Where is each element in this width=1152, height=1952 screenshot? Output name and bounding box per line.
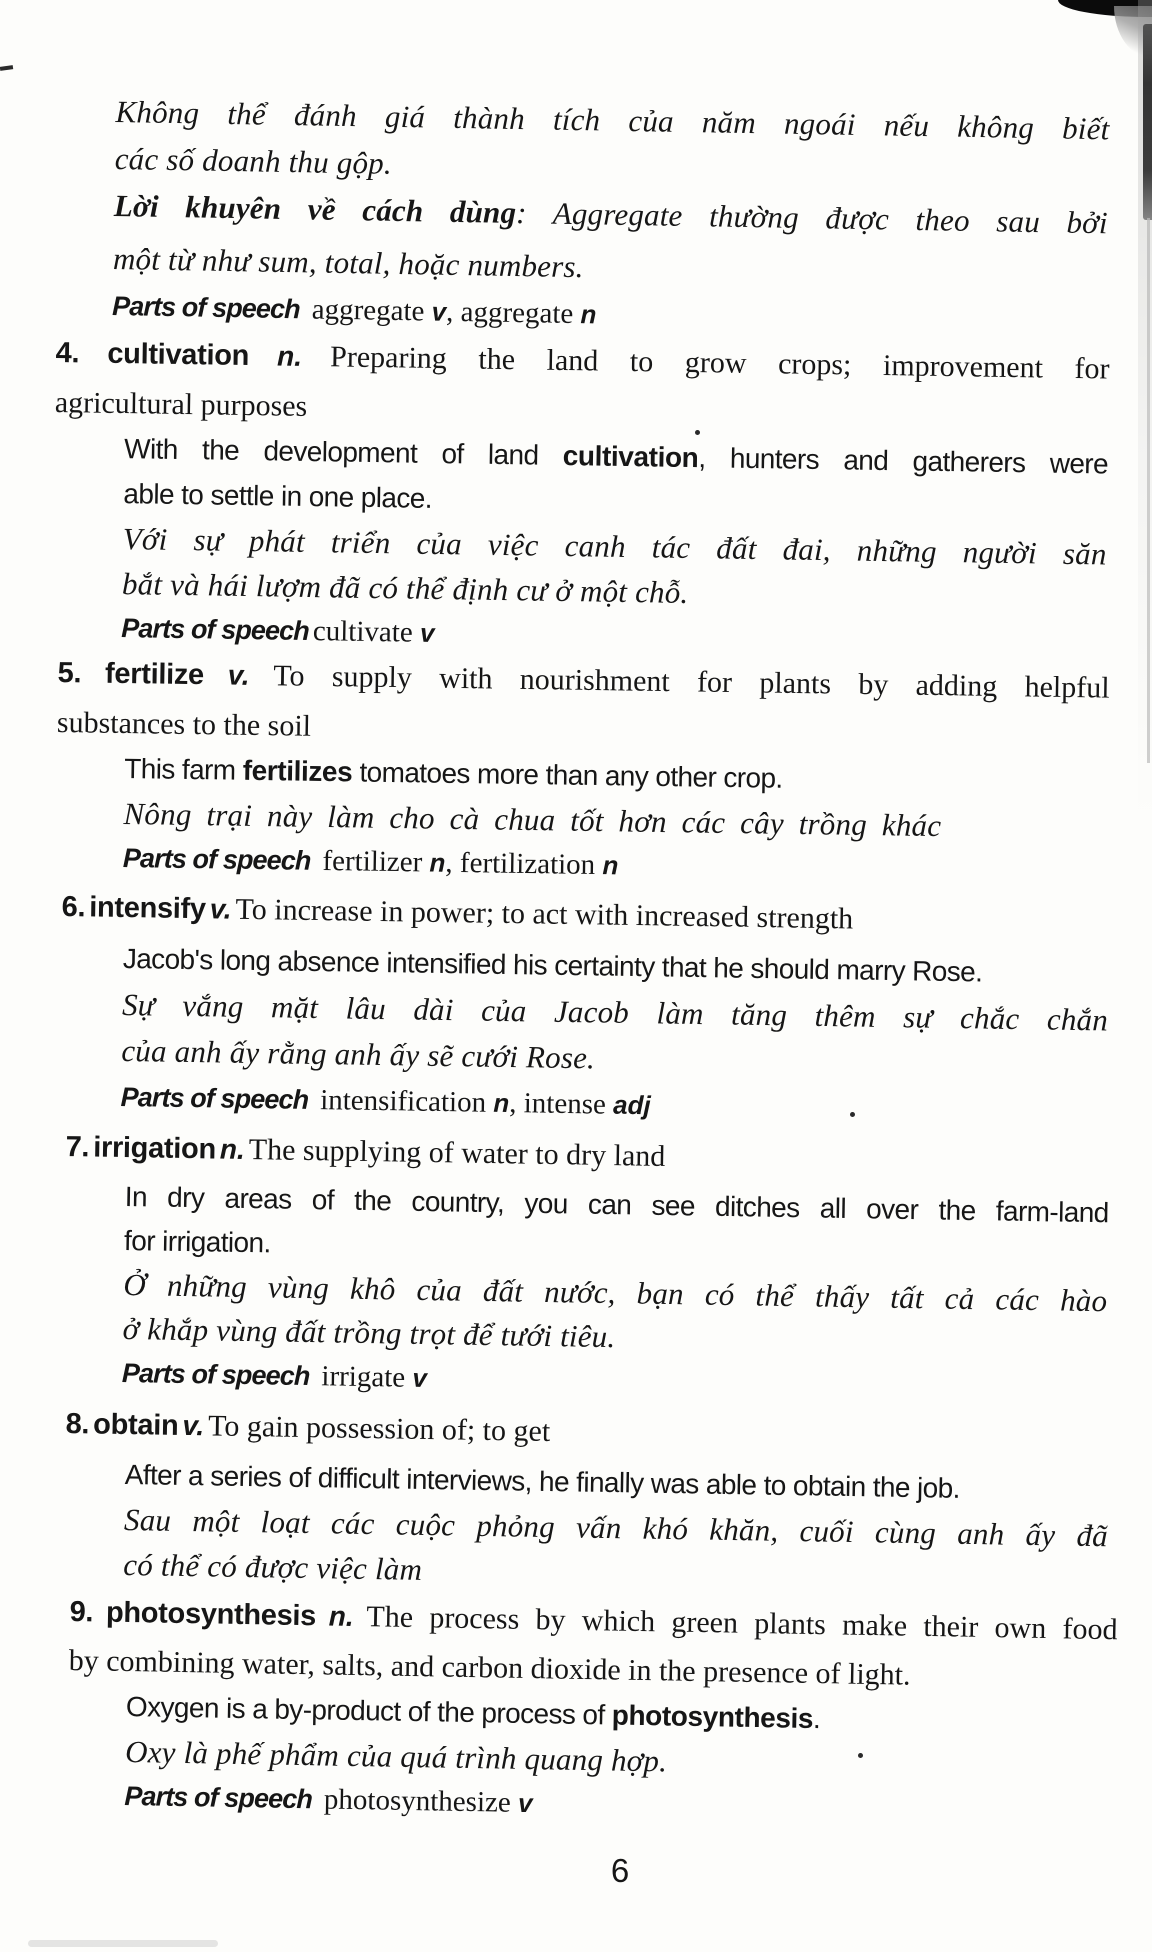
definition: The process by which green plants make their own food [366, 1600, 1118, 1647]
definition-continued: by combining water, salts, and carbon dioxide in the presence of light. [68, 1643, 911, 1692]
pos-marker: v [412, 1362, 428, 1394]
entry-irrigation [61, 1125, 1109, 1416]
aggregate-vietnamese-line1: Không thể đánh giá thành tích của năm ngoái nếu không biết [115, 93, 1110, 147]
vietnamese-translation-line2: của anh ấy rằng anh ấy sẽ cưới Rose. [121, 1032, 596, 1076]
pos-word: , aggregate [445, 295, 581, 331]
vietnamese-translation: Oxy là phế phẩm của quá trình quang hợp. [124, 1733, 668, 1779]
pos-marker: n [429, 847, 446, 878]
vietnamese-translation-line1: Sự vắng mặt lâu dài của Jacob làm tăng thêm sự chắc chắn [121, 986, 1109, 1038]
entry-cultivation [51, 330, 1110, 671]
definition: The supplying of water to dry land [248, 1133, 666, 1173]
scan-smudge [28, 1940, 218, 1947]
entry-fertilize [55, 650, 1110, 900]
entry-number: 6. [61, 890, 86, 924]
definition: To supply with nourishment for plants by adding helpful [273, 659, 1110, 705]
parts-of-speech-label: Parts of speech [124, 1780, 313, 1815]
pos-word: cultivate [312, 615, 421, 649]
pos-marker: adj [612, 1089, 651, 1121]
headword: fertilize [104, 657, 205, 692]
entry-photosynthesis [66, 1590, 1118, 1840]
headword: intensify [88, 891, 207, 926]
scan-dash-mark [0, 65, 13, 71]
example-text: , hunters and gatherers were [698, 442, 1109, 480]
vietnamese-translation-line1: Sau một loạt các cuộc phỏng vấn khó khăn, cuối cùng anh ấy đã [123, 1501, 1109, 1554]
entry-aggregate-continued [112, 88, 1110, 352]
example-bold-word: cultivation [562, 439, 699, 474]
example-sentence-line2: able to settle in one place. [123, 478, 433, 514]
vietnamese-translation-line2: bắt và hái lượm đã có thể định cư ở một chỗ. [121, 566, 689, 610]
pos-word: , intense [508, 1087, 614, 1121]
vietnamese-translation-line1: Với sự phát triển của việc canh tác đất đai, những người săn [122, 521, 1107, 572]
pos-word: fertilizer [322, 844, 430, 879]
example-bold-word: fertilizes [242, 754, 353, 788]
aggregate-vietnamese-line2: các số doanh thu gộp. [114, 140, 393, 181]
example-sentence-line1: In dry areas of the country, you can see ditches all over the farm-land [124, 1180, 1109, 1229]
aggregate-usage-note-line2: một từ như sum, total, hoặc numbers. [112, 240, 584, 285]
vietnamese-translation-line1: Ở những vùng khô của đất nước, bạn có thể thấy tất cả các hào [123, 1266, 1108, 1319]
headword: obtain [92, 1408, 179, 1442]
pos-marker: v [419, 617, 435, 648]
pos-word: , fertilization [445, 846, 603, 882]
headword-pos: v. [209, 893, 232, 925]
example-text: Oxygen is a by-product of the process of [125, 1690, 613, 1731]
page-edge-shadow [1138, 0, 1152, 820]
headword-pos: n. [328, 1600, 354, 1632]
example-bold-word: photosynthesis [611, 1699, 814, 1734]
entry-number: 4. [55, 336, 80, 370]
parts-of-speech-label: Parts of speech [111, 290, 301, 325]
definition-continued: agricultural purposes [54, 385, 308, 423]
example-text: With the development of land [123, 433, 564, 471]
entry-number: 9. [69, 1595, 94, 1629]
definition: Preparing the land to grow crops; improvement for [329, 340, 1110, 386]
definition: To gain possession of; to get [207, 1409, 551, 1449]
parts-of-speech-label: Parts of speech [120, 1081, 309, 1115]
pos-word: irrigate [321, 1360, 413, 1394]
entry-number: 8. [65, 1407, 90, 1441]
entry-obtain [63, 1401, 1110, 1603]
definition: To increase in power; to act with increased strength [235, 892, 854, 936]
example-sentence: Jacob's long absence intensified his certainty that he should marry Rose. [122, 942, 983, 988]
vietnamese-translation: Nông trại này làm cho cà chua tốt hơn các cây trồng khác [123, 795, 942, 844]
example-text: This farm [124, 752, 243, 786]
entry-number: 5. [57, 656, 82, 690]
pos-marker: n [493, 1087, 510, 1119]
usage-note-text: : Aggregate thường được theo sau bởi [515, 195, 1109, 241]
headword: photosynthesis [105, 1596, 317, 1633]
headword-pos: n. [276, 340, 303, 372]
headword-pos: v. [227, 659, 250, 691]
headword: irrigation [92, 1131, 217, 1166]
pos-marker: v [517, 1787, 533, 1819]
pos-marker: n [580, 299, 597, 330]
vietnamese-translation-line2: ở khắp vùng đất trồng trọt để tưới tiêu. [122, 1310, 616, 1355]
pos-marker: n [602, 850, 619, 881]
example-sentence-line2: for irrigation. [123, 1224, 271, 1259]
usage-note-label: Lời khuyên về cách dùng [113, 187, 517, 231]
parts-of-speech-label: Parts of speech [121, 1357, 310, 1392]
headword: cultivation [107, 337, 250, 373]
pos-word: photosynthesize [323, 1783, 519, 1819]
entry-intensify [58, 884, 1110, 1140]
example-text: tomatoes more than any other crop. [352, 756, 783, 794]
vietnamese-translation-line2: có thể có được việc làm [123, 1546, 423, 1587]
example-text: . [812, 1702, 821, 1735]
pos-marker: v [431, 296, 447, 327]
headword-pos: v. [182, 1409, 205, 1442]
parts-of-speech-label: Parts of speech [121, 613, 310, 647]
page-number: 6 [610, 1852, 630, 1889]
parts-of-speech-label: Parts of speech [122, 842, 311, 876]
entry-number: 7. [65, 1130, 90, 1164]
pos-word: aggregate [311, 293, 432, 328]
pos-word: intensification [319, 1084, 494, 1119]
headword-pos: n. [219, 1133, 246, 1165]
example-sentence: After a series of difficult interviews, he finally was able to obtain the job. [124, 1458, 961, 1504]
definition-continued: substances to the soil [56, 705, 312, 743]
